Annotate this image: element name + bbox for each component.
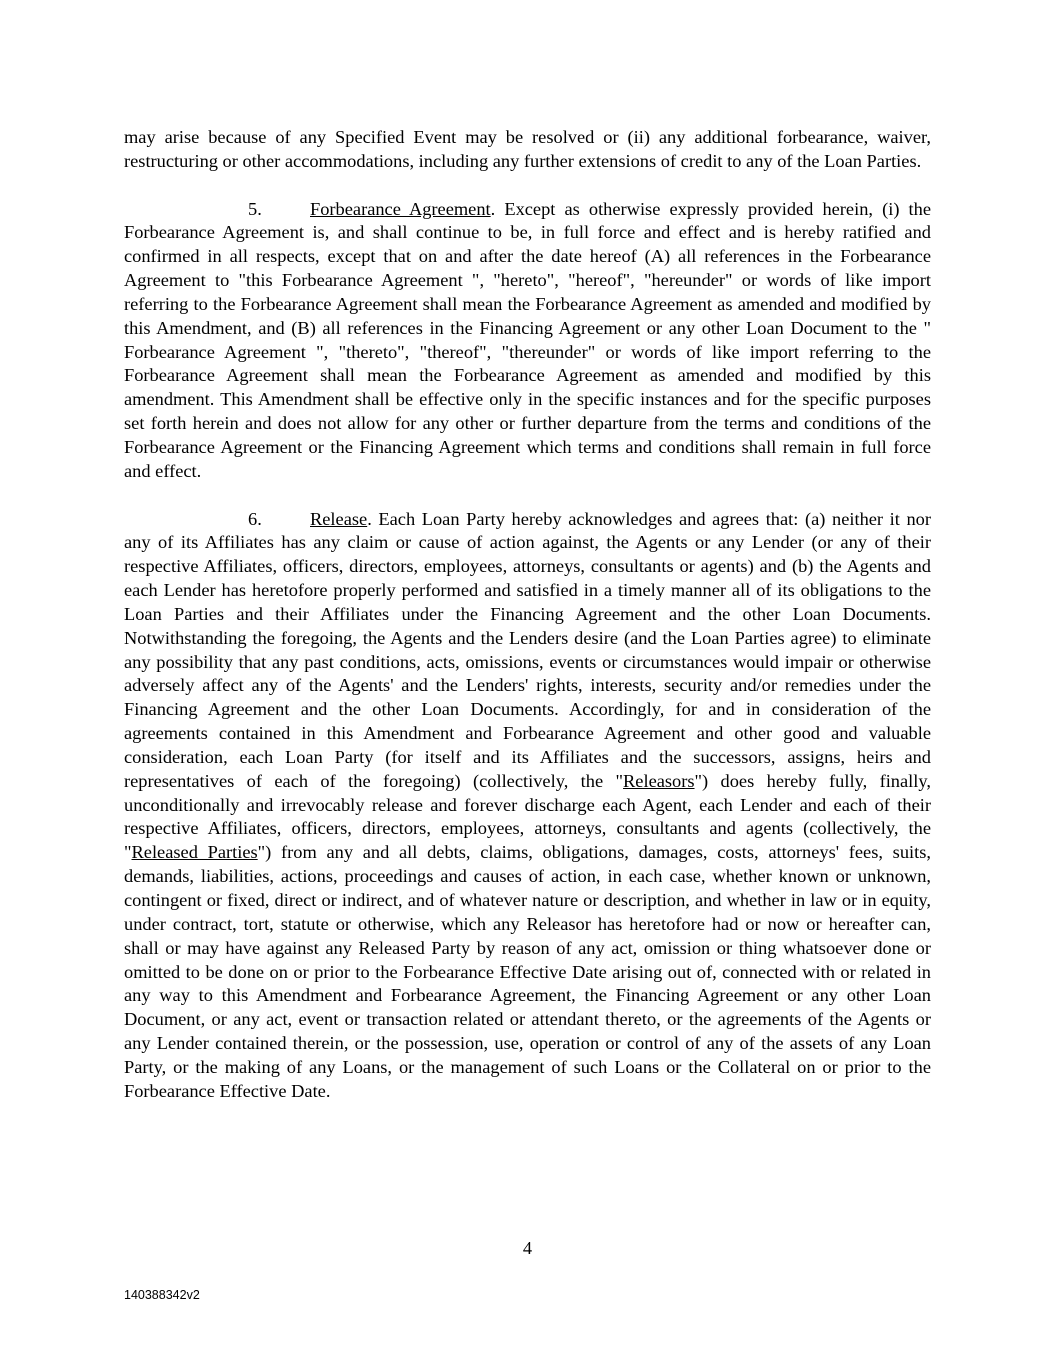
document-id: 140388342v2 [124, 1288, 200, 1302]
section-6-body-part2: ") does hereby fully, finally, unconditionally and irrevocably release and forever discharge each Agent, each Lender and each of their respective Affiliates, officers, directors, employees, attorneys, consultants and agents (collectively, the " [124, 770, 931, 863]
section-5-number: 5. [248, 198, 262, 219]
document-page [124, 126, 931, 1104]
continuation-text: may arise because of any Specified Event may be resolved or (ii) any additional forbearance, waiver, restructuring or other accommodations, including any further extensions of credit to any of the Loan Parties. [124, 127, 931, 171]
section-6-paragraph [124, 508, 931, 1104]
section-5-body: . Except as otherwise expressly provided herein, (i) the Forbearance Agreement is, and shall continue to be, in full force and effect and is hereby ratified and confirmed in all respects, except that on and after the date hereof (A) all references in the Forbearance Agreement to "this Forbearance Agreement ", "hereto", "hereof", "hereunder" or words of like import referring to the Forbearance Agreement shall mean the Forbearance Agreement as amended and modified by this Amendment, and (B) all references in the Financing Agreement or any other Loan Document to the " Forbearance Agreement ", "thereto", "thereof", "thereunder" or words of like import referring to the Forbearance Agreement shall mean the Forbearance Agreement as amended and modified by this amendment. This Amendment shall be effective only in the specific instances and for the specific purposes set forth herein and does not allow for any other or further departure from the terms and conditions of the Forbearance Agreement or the Financing Agreement which terms and conditions shall remain in full force and effect. [124, 198, 931, 481]
section-6-body-part3: ") from any and all debts, claims, obligations, damages, costs, attorneys' fees, suits, demands, liabilities, actions, proceedings and causes of action, in each case, whether known or unknown, contingent or fixed, direct or indirect, and of whatever nature or description, and whether in law or in equity, under contract, tort, statute or otherwise, which any Releasor has heretofore had or now or hereafter can, shall or may have against any Released Party by reason of any act, omission or thing whatsoever done or omitted to be done on or prior to the Forbearance Effective Date arising out of, connected with or related in any way to this Amendment and Forbearance Agreement, the Financing Agreement or any other Loan Document, or any act, event or transaction related or attendant thereto, or the agreements of the Agents or any Lender contained therein, or the possession, use, operation or control of any of the assets of any Loan Party, or the making of any Loans, or the management of such Loans or the Collateral on or prior to the Forbearance Effective Date. [124, 842, 932, 1101]
section-6-heading: Release [310, 508, 368, 529]
continuation-paragraph [124, 126, 931, 174]
section-5-paragraph [124, 198, 931, 484]
section-6-body-part1: . Each Loan Party hereby acknowledges and agrees that: (a) neither it nor any of its Affiliates has any claim or cause of action against, the Agents or any Lender (or any of their respective Affiliates, officers, directors, employees, attorneys, consultants or agents) and (b) the Agents and each Lender has heretofore properly performed and satisfied in a timely manner all of its obligations to the Loan Parties and their Affiliates under the Financing Agreement and the other Loan Documents. Notwithstanding the foregoing, the Agents and the Lenders desire (and the Loan Parties agree) to eliminate any possibility that any past conditions, acts, omissions, events or circumstances would impair or otherwise adversely affect any of the Agents' and the Lenders' rights, interests, security and/or remedies under the Financing Agreement and the other Loan Documents. Accordingly, for and in consideration of the agreements contained in this Amendment and Forbearance Agreement and other good and valuable consideration, each Loan Party (for itself and its Affiliates and the successors, assigns, heirs and representatives of each of the foregoing) (collectively, the " [124, 508, 931, 791]
page-number: 4 [522, 1238, 533, 1258]
defined-term-released-parties: Released Parties [131, 842, 258, 863]
defined-term-releasors: Releasors [623, 770, 695, 791]
section-5-heading: Forbearance Agreement [310, 198, 491, 219]
section-6-number: 6. [248, 508, 262, 529]
